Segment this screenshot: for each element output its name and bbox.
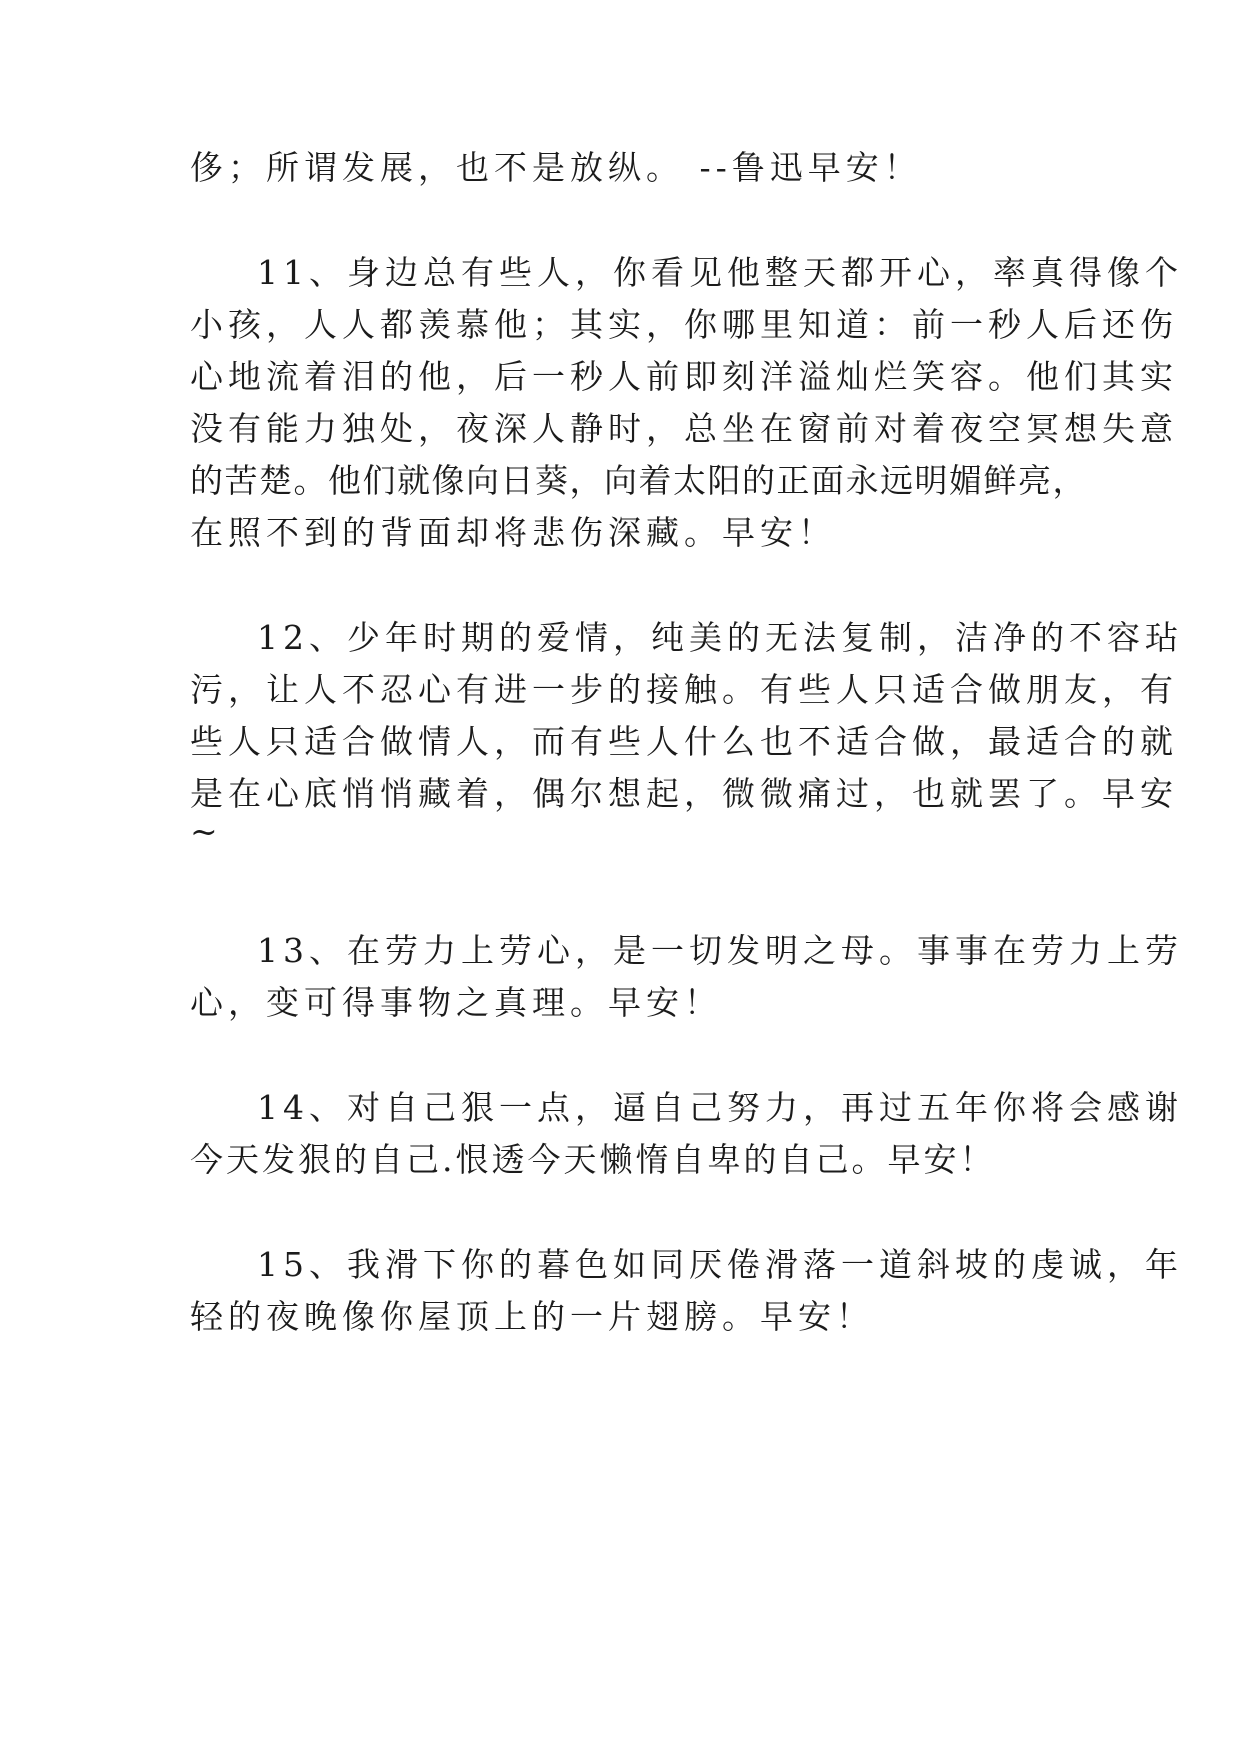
text-line: 是在心底悄悄藏着，偶尔想起，微微痛过，也就罢了。早安	[190, 774, 1178, 813]
text-line: 心地流着泪的他，后一秒人前即刻洋溢灿烂笑容。他们其实	[190, 357, 1178, 396]
text-line: ~	[190, 812, 223, 851]
paragraph-14-first-line: 14、对自己狠一点，逼自己努力，再过五年你将会感谢	[257, 1088, 1183, 1127]
text-line: 今天发狠的自己.恨透今天懒惰自卑的自己。早安！	[190, 1140, 996, 1179]
text-line: 侈；所谓发展，也不是放纵。 --鲁迅早安！	[190, 148, 922, 187]
text-line: 没有能力独处，夜深人静时，总坐在窗前对着夜空冥想失意	[190, 409, 1178, 448]
paragraph-11-first-line: 11、身边总有些人，你看见他整天都开心，率真得像个	[257, 253, 1183, 292]
text-line: 些人只适合做情人，而有些人什么也不适合做，最适合的就	[190, 722, 1178, 761]
text-line: 污，让人不忍心有进一步的接触。有些人只适合做朋友，有	[190, 670, 1178, 709]
text-line: 轻的夜晚像你屋顶上的一片翅膀。早安！	[190, 1297, 874, 1336]
text-line: 小孩，人人都羡慕他；其实，你哪里知道：前一秒人后还伤	[190, 305, 1178, 344]
paragraph-13-first-line: 13、在劳力上劳心，是一切发明之母。事事在劳力上劳	[257, 931, 1183, 970]
text-line: 在照不到的背面却将悲伤深藏。早安！	[190, 513, 836, 552]
paragraph-12-first-line: 12、少年时期的爱情，纯美的无法复制，洁净的不容玷	[257, 618, 1183, 657]
text-line: 心，变可得事物之真理。早安！	[190, 983, 722, 1022]
paragraph-15-first-line: 15、我滑下你的暮色如同厌倦滑落一道斜坡的虔诚，年	[257, 1245, 1183, 1284]
text-line: 的苦楚。他们就像向日葵，向着太阳的正面永远明媚鲜亮，	[190, 461, 1087, 500]
